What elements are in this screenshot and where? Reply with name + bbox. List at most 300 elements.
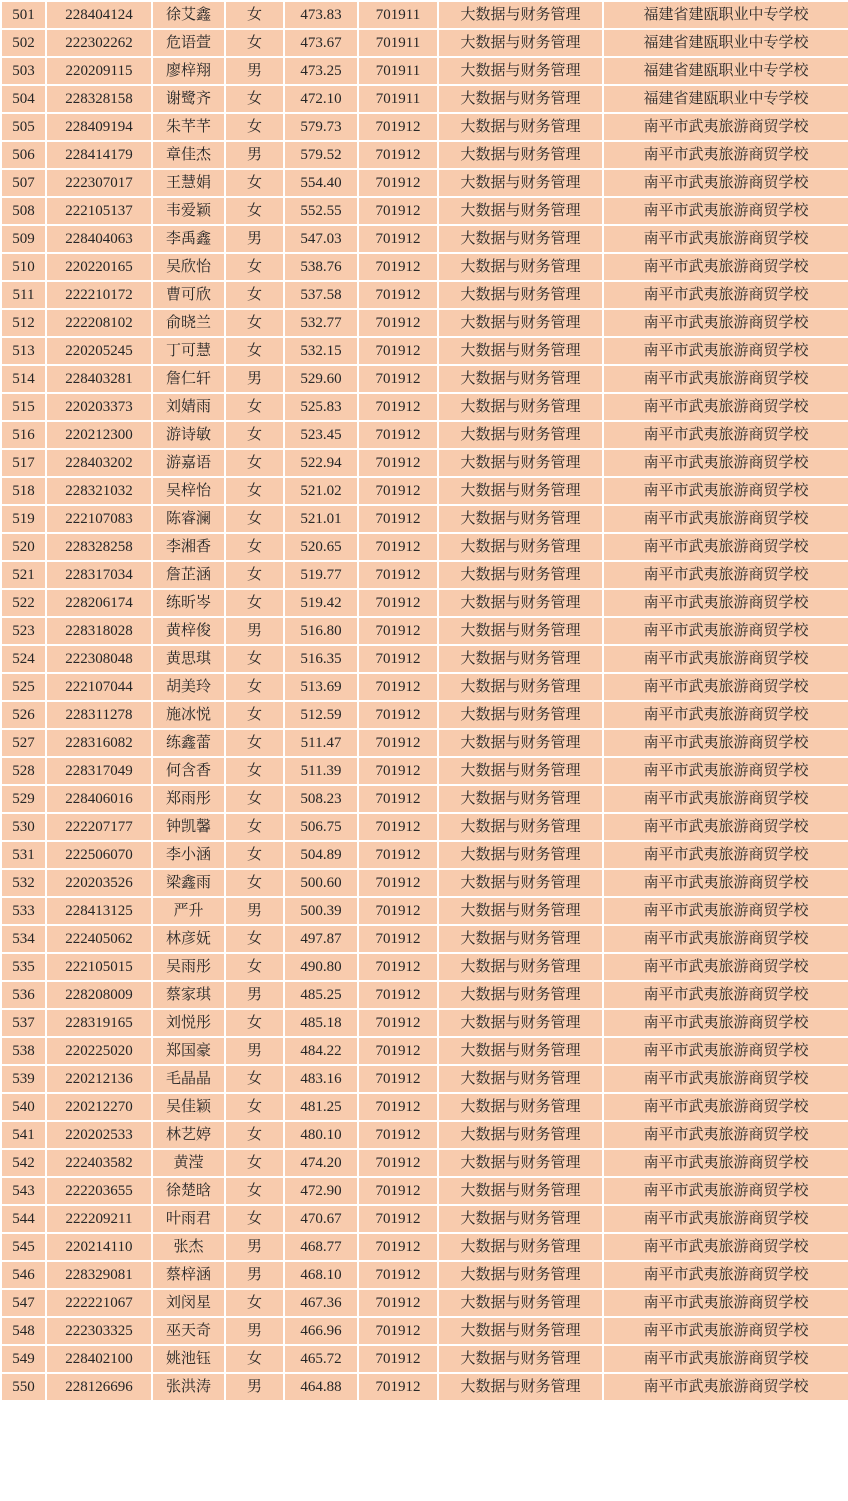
cell-name[interactable]: 郑国豪 — [152, 1037, 225, 1065]
cell-gender[interactable]: 女 — [225, 533, 284, 561]
cell-major[interactable]: 大数据与财务管理 — [438, 281, 603, 309]
cell-school[interactable]: 南平市武夷旅游商贸学校 — [603, 141, 848, 169]
cell-rank[interactable]: 523 — [1, 617, 46, 645]
cell-rank[interactable]: 515 — [1, 393, 46, 421]
cell-code[interactable]: 701912 — [358, 505, 438, 533]
cell-id[interactable]: 228208009 — [46, 981, 152, 1009]
cell-major[interactable]: 大数据与财务管理 — [438, 1289, 603, 1317]
cell-major[interactable]: 大数据与财务管理 — [438, 897, 603, 925]
cell-code[interactable]: 701912 — [358, 925, 438, 953]
cell-code[interactable]: 701912 — [358, 1121, 438, 1149]
cell-score[interactable]: 554.40 — [284, 169, 358, 197]
cell-name[interactable]: 何含香 — [152, 757, 225, 785]
cell-name[interactable]: 巫天奇 — [152, 1317, 225, 1345]
cell-code[interactable]: 701912 — [358, 785, 438, 813]
cell-score[interactable]: 483.16 — [284, 1065, 358, 1093]
cell-id[interactable]: 220214110 — [46, 1233, 152, 1261]
cell-name[interactable]: 吴佳颖 — [152, 1093, 225, 1121]
cell-code[interactable]: 701912 — [358, 113, 438, 141]
cell-score[interactable]: 529.60 — [284, 365, 358, 393]
cell-gender[interactable]: 女 — [225, 813, 284, 841]
cell-name[interactable]: 练昕岑 — [152, 589, 225, 617]
cell-major[interactable]: 大数据与财务管理 — [438, 757, 603, 785]
cell-gender[interactable]: 女 — [225, 281, 284, 309]
cell-id[interactable]: 220205245 — [46, 337, 152, 365]
cell-id[interactable]: 222308048 — [46, 645, 152, 673]
cell-gender[interactable]: 女 — [225, 449, 284, 477]
cell-school[interactable]: 南平市武夷旅游商贸学校 — [603, 421, 848, 449]
cell-code[interactable]: 701912 — [358, 561, 438, 589]
cell-school[interactable]: 南平市武夷旅游商贸学校 — [603, 757, 848, 785]
cell-score[interactable]: 521.02 — [284, 477, 358, 505]
cell-rank[interactable]: 501 — [1, 1, 46, 29]
cell-gender[interactable]: 女 — [225, 505, 284, 533]
cell-major[interactable]: 大数据与财务管理 — [438, 113, 603, 141]
cell-major[interactable]: 大数据与财务管理 — [438, 673, 603, 701]
cell-id[interactable]: 228409194 — [46, 113, 152, 141]
cell-school[interactable]: 福建省建瓯职业中专学校 — [603, 29, 848, 57]
cell-rank[interactable]: 545 — [1, 1233, 46, 1261]
cell-major[interactable]: 大数据与财务管理 — [438, 29, 603, 57]
cell-rank[interactable]: 550 — [1, 1373, 46, 1401]
cell-score[interactable]: 538.76 — [284, 253, 358, 281]
cell-gender[interactable]: 女 — [225, 953, 284, 981]
cell-gender[interactable]: 女 — [225, 1345, 284, 1373]
cell-school[interactable]: 南平市武夷旅游商贸学校 — [603, 225, 848, 253]
cell-rank[interactable]: 539 — [1, 1065, 46, 1093]
cell-school[interactable]: 南平市武夷旅游商贸学校 — [603, 533, 848, 561]
cell-id[interactable]: 220212270 — [46, 1093, 152, 1121]
cell-rank[interactable]: 511 — [1, 281, 46, 309]
cell-name[interactable]: 陈睿澜 — [152, 505, 225, 533]
cell-name[interactable]: 詹仁轩 — [152, 365, 225, 393]
cell-school[interactable]: 南平市武夷旅游商贸学校 — [603, 505, 848, 533]
cell-school[interactable]: 南平市武夷旅游商贸学校 — [603, 1093, 848, 1121]
cell-school[interactable]: 南平市武夷旅游商贸学校 — [603, 337, 848, 365]
cell-code[interactable]: 701912 — [358, 897, 438, 925]
cell-school[interactable]: 南平市武夷旅游商贸学校 — [603, 1009, 848, 1037]
cell-name[interactable]: 姚池钰 — [152, 1345, 225, 1373]
cell-score[interactable]: 519.42 — [284, 589, 358, 617]
cell-major[interactable]: 大数据与财务管理 — [438, 337, 603, 365]
cell-school[interactable]: 南平市武夷旅游商贸学校 — [603, 1037, 848, 1065]
cell-code[interactable]: 701912 — [358, 813, 438, 841]
cell-major[interactable]: 大数据与财务管理 — [438, 1065, 603, 1093]
cell-code[interactable]: 701912 — [358, 673, 438, 701]
cell-id[interactable]: 228319165 — [46, 1009, 152, 1037]
cell-rank[interactable]: 524 — [1, 645, 46, 673]
cell-major[interactable]: 大数据与财务管理 — [438, 365, 603, 393]
cell-score[interactable]: 480.10 — [284, 1121, 358, 1149]
cell-code[interactable]: 701912 — [358, 701, 438, 729]
cell-score[interactable]: 519.77 — [284, 561, 358, 589]
cell-gender[interactable]: 男 — [225, 1261, 284, 1289]
cell-name[interactable]: 徐楚晗 — [152, 1177, 225, 1205]
cell-school[interactable]: 南平市武夷旅游商贸学校 — [603, 113, 848, 141]
cell-name[interactable]: 黄梓俊 — [152, 617, 225, 645]
cell-school[interactable]: 南平市武夷旅游商贸学校 — [603, 1233, 848, 1261]
cell-rank[interactable]: 510 — [1, 253, 46, 281]
cell-id[interactable]: 228329081 — [46, 1261, 152, 1289]
cell-rank[interactable]: 509 — [1, 225, 46, 253]
cell-gender[interactable]: 男 — [225, 1233, 284, 1261]
cell-code[interactable]: 701911 — [358, 57, 438, 85]
cell-name[interactable]: 张洪涛 — [152, 1373, 225, 1401]
cell-name[interactable]: 李禹鑫 — [152, 225, 225, 253]
cell-school[interactable]: 南平市武夷旅游商贸学校 — [603, 1261, 848, 1289]
cell-name[interactable]: 毛晶晶 — [152, 1065, 225, 1093]
cell-code[interactable]: 701912 — [358, 449, 438, 477]
cell-major[interactable]: 大数据与财务管理 — [438, 1009, 603, 1037]
cell-name[interactable]: 练鑫蕾 — [152, 729, 225, 757]
cell-name[interactable]: 张杰 — [152, 1233, 225, 1261]
cell-school[interactable]: 南平市武夷旅游商贸学校 — [603, 617, 848, 645]
cell-name[interactable]: 黄思琪 — [152, 645, 225, 673]
cell-id[interactable]: 228311278 — [46, 701, 152, 729]
cell-score[interactable]: 532.15 — [284, 337, 358, 365]
cell-rank[interactable]: 506 — [1, 141, 46, 169]
cell-school[interactable]: 南平市武夷旅游商贸学校 — [603, 841, 848, 869]
cell-code[interactable]: 701912 — [358, 1093, 438, 1121]
cell-rank[interactable]: 547 — [1, 1289, 46, 1317]
cell-rank[interactable]: 528 — [1, 757, 46, 785]
cell-name[interactable]: 胡美玲 — [152, 673, 225, 701]
cell-major[interactable]: 大数据与财务管理 — [438, 589, 603, 617]
cell-major[interactable]: 大数据与财务管理 — [438, 1121, 603, 1149]
cell-id[interactable]: 228126696 — [46, 1373, 152, 1401]
cell-school[interactable]: 南平市武夷旅游商贸学校 — [603, 813, 848, 841]
cell-major[interactable]: 大数据与财务管理 — [438, 869, 603, 897]
cell-score[interactable]: 504.89 — [284, 841, 358, 869]
cell-major[interactable]: 大数据与财务管理 — [438, 841, 603, 869]
cell-gender[interactable]: 女 — [225, 1065, 284, 1093]
cell-name[interactable]: 刘婧雨 — [152, 393, 225, 421]
cell-id[interactable]: 222107044 — [46, 673, 152, 701]
cell-score[interactable]: 520.65 — [284, 533, 358, 561]
cell-score[interactable]: 511.47 — [284, 729, 358, 757]
cell-score[interactable]: 497.87 — [284, 925, 358, 953]
cell-code[interactable]: 701912 — [358, 1065, 438, 1093]
cell-code[interactable]: 701912 — [358, 337, 438, 365]
cell-gender[interactable]: 女 — [225, 1149, 284, 1177]
cell-id[interactable]: 220225020 — [46, 1037, 152, 1065]
cell-school[interactable]: 南平市武夷旅游商贸学校 — [603, 561, 848, 589]
cell-school[interactable]: 南平市武夷旅游商贸学校 — [603, 701, 848, 729]
cell-school[interactable]: 南平市武夷旅游商贸学校 — [603, 981, 848, 1009]
cell-gender[interactable]: 女 — [225, 841, 284, 869]
cell-gender[interactable]: 女 — [225, 113, 284, 141]
cell-score[interactable]: 532.77 — [284, 309, 358, 337]
cell-name[interactable]: 游诗敏 — [152, 421, 225, 449]
cell-school[interactable]: 南平市武夷旅游商贸学校 — [603, 953, 848, 981]
cell-school[interactable]: 南平市武夷旅游商贸学校 — [603, 1205, 848, 1233]
cell-rank[interactable]: 525 — [1, 673, 46, 701]
cell-score[interactable]: 485.25 — [284, 981, 358, 1009]
cell-name[interactable]: 钟凯馨 — [152, 813, 225, 841]
cell-gender[interactable]: 女 — [225, 477, 284, 505]
cell-code[interactable]: 701911 — [358, 85, 438, 113]
cell-gender[interactable]: 女 — [225, 1121, 284, 1149]
cell-name[interactable]: 李小涵 — [152, 841, 225, 869]
cell-major[interactable]: 大数据与财务管理 — [438, 953, 603, 981]
cell-gender[interactable]: 女 — [225, 757, 284, 785]
cell-major[interactable]: 大数据与财务管理 — [438, 393, 603, 421]
cell-major[interactable]: 大数据与财务管理 — [438, 225, 603, 253]
cell-gender[interactable]: 女 — [225, 85, 284, 113]
cell-rank[interactable]: 513 — [1, 337, 46, 365]
cell-id[interactable]: 228321032 — [46, 477, 152, 505]
cell-code[interactable]: 701912 — [358, 1009, 438, 1037]
cell-score[interactable]: 468.77 — [284, 1233, 358, 1261]
cell-score[interactable]: 506.75 — [284, 813, 358, 841]
cell-major[interactable]: 大数据与财务管理 — [438, 701, 603, 729]
cell-id[interactable]: 228317034 — [46, 561, 152, 589]
cell-score[interactable]: 552.55 — [284, 197, 358, 225]
cell-id[interactable]: 228414179 — [46, 141, 152, 169]
cell-score[interactable]: 513.69 — [284, 673, 358, 701]
cell-major[interactable]: 大数据与财务管理 — [438, 1261, 603, 1289]
cell-rank[interactable]: 504 — [1, 85, 46, 113]
cell-score[interactable]: 473.67 — [284, 29, 358, 57]
cell-major[interactable]: 大数据与财务管理 — [438, 1373, 603, 1401]
cell-id[interactable]: 228404124 — [46, 1, 152, 29]
cell-school[interactable]: 南平市武夷旅游商贸学校 — [603, 477, 848, 505]
cell-id[interactable]: 222207177 — [46, 813, 152, 841]
cell-gender[interactable]: 男 — [225, 1037, 284, 1065]
cell-major[interactable]: 大数据与财务管理 — [438, 561, 603, 589]
cell-rank[interactable]: 543 — [1, 1177, 46, 1205]
cell-school[interactable]: 南平市武夷旅游商贸学校 — [603, 925, 848, 953]
cell-name[interactable]: 郑雨彤 — [152, 785, 225, 813]
cell-name[interactable]: 曹可欣 — [152, 281, 225, 309]
cell-rank[interactable]: 529 — [1, 785, 46, 813]
cell-gender[interactable]: 女 — [225, 925, 284, 953]
cell-name[interactable]: 詹芷涵 — [152, 561, 225, 589]
cell-name[interactable]: 谢鹭齐 — [152, 85, 225, 113]
cell-rank[interactable]: 540 — [1, 1093, 46, 1121]
cell-code[interactable]: 701912 — [358, 309, 438, 337]
cell-gender[interactable]: 男 — [225, 225, 284, 253]
cell-rank[interactable]: 526 — [1, 701, 46, 729]
cell-name[interactable]: 刘悦彤 — [152, 1009, 225, 1037]
cell-rank[interactable]: 507 — [1, 169, 46, 197]
cell-code[interactable]: 701912 — [358, 1149, 438, 1177]
cell-gender[interactable]: 女 — [225, 253, 284, 281]
cell-id[interactable]: 222506070 — [46, 841, 152, 869]
cell-score[interactable]: 508.23 — [284, 785, 358, 813]
cell-score[interactable]: 464.88 — [284, 1373, 358, 1401]
cell-score[interactable]: 468.10 — [284, 1261, 358, 1289]
cell-id[interactable]: 222210172 — [46, 281, 152, 309]
cell-major[interactable]: 大数据与财务管理 — [438, 141, 603, 169]
cell-gender[interactable]: 男 — [225, 141, 284, 169]
cell-rank[interactable]: 508 — [1, 197, 46, 225]
cell-code[interactable]: 701912 — [358, 393, 438, 421]
cell-score[interactable]: 467.36 — [284, 1289, 358, 1317]
cell-code[interactable]: 701912 — [358, 589, 438, 617]
cell-rank[interactable]: 518 — [1, 477, 46, 505]
cell-gender[interactable]: 女 — [225, 673, 284, 701]
cell-score[interactable]: 512.59 — [284, 701, 358, 729]
cell-score[interactable]: 490.80 — [284, 953, 358, 981]
cell-major[interactable]: 大数据与财务管理 — [438, 1205, 603, 1233]
cell-id[interactable]: 222105137 — [46, 197, 152, 225]
cell-name[interactable]: 叶雨君 — [152, 1205, 225, 1233]
cell-school[interactable]: 南平市武夷旅游商贸学校 — [603, 729, 848, 757]
cell-score[interactable]: 474.20 — [284, 1149, 358, 1177]
cell-id[interactable]: 220203526 — [46, 869, 152, 897]
cell-id[interactable]: 228402100 — [46, 1345, 152, 1373]
cell-id[interactable]: 222403582 — [46, 1149, 152, 1177]
cell-gender[interactable]: 女 — [225, 1093, 284, 1121]
cell-code[interactable]: 701912 — [358, 1261, 438, 1289]
cell-name[interactable]: 韦爱颖 — [152, 197, 225, 225]
cell-school[interactable]: 福建省建瓯职业中专学校 — [603, 1, 848, 29]
cell-code[interactable]: 701912 — [358, 1345, 438, 1373]
cell-major[interactable]: 大数据与财务管理 — [438, 197, 603, 225]
cell-rank[interactable]: 519 — [1, 505, 46, 533]
cell-rank[interactable]: 541 — [1, 1121, 46, 1149]
cell-rank[interactable]: 527 — [1, 729, 46, 757]
cell-major[interactable]: 大数据与财务管理 — [438, 253, 603, 281]
cell-code[interactable]: 701912 — [358, 645, 438, 673]
cell-gender[interactable]: 女 — [225, 589, 284, 617]
cell-score[interactable]: 484.22 — [284, 1037, 358, 1065]
cell-score[interactable]: 473.83 — [284, 1, 358, 29]
cell-gender[interactable]: 男 — [225, 617, 284, 645]
cell-rank[interactable]: 503 — [1, 57, 46, 85]
cell-score[interactable]: 470.67 — [284, 1205, 358, 1233]
cell-score[interactable]: 579.73 — [284, 113, 358, 141]
cell-major[interactable]: 大数据与财务管理 — [438, 981, 603, 1009]
cell-rank[interactable]: 532 — [1, 869, 46, 897]
cell-school[interactable]: 福建省建瓯职业中专学校 — [603, 85, 848, 113]
cell-gender[interactable]: 男 — [225, 981, 284, 1009]
cell-id[interactable]: 220202533 — [46, 1121, 152, 1149]
cell-score[interactable]: 481.25 — [284, 1093, 358, 1121]
cell-id[interactable]: 222203655 — [46, 1177, 152, 1205]
cell-rank[interactable]: 502 — [1, 29, 46, 57]
cell-score[interactable]: 500.60 — [284, 869, 358, 897]
cell-id[interactable]: 228206174 — [46, 589, 152, 617]
cell-gender[interactable]: 女 — [225, 1, 284, 29]
cell-gender[interactable]: 女 — [225, 421, 284, 449]
cell-school[interactable]: 南平市武夷旅游商贸学校 — [603, 309, 848, 337]
cell-code[interactable]: 701911 — [358, 1, 438, 29]
cell-gender[interactable]: 女 — [225, 869, 284, 897]
cell-gender[interactable]: 男 — [225, 57, 284, 85]
cell-code[interactable]: 701912 — [358, 1289, 438, 1317]
cell-id[interactable]: 228316082 — [46, 729, 152, 757]
cell-score[interactable]: 473.25 — [284, 57, 358, 85]
cell-id[interactable]: 222302262 — [46, 29, 152, 57]
cell-rank[interactable]: 533 — [1, 897, 46, 925]
cell-rank[interactable]: 512 — [1, 309, 46, 337]
cell-name[interactable]: 吴欣怡 — [152, 253, 225, 281]
cell-code[interactable]: 701912 — [358, 953, 438, 981]
cell-gender[interactable]: 女 — [225, 729, 284, 757]
cell-code[interactable]: 701912 — [358, 477, 438, 505]
cell-name[interactable]: 梁鑫雨 — [152, 869, 225, 897]
cell-id[interactable]: 222208102 — [46, 309, 152, 337]
cell-score[interactable]: 472.90 — [284, 1177, 358, 1205]
cell-code[interactable]: 701912 — [358, 841, 438, 869]
cell-score[interactable]: 472.10 — [284, 85, 358, 113]
cell-code[interactable]: 701912 — [358, 1233, 438, 1261]
cell-score[interactable]: 521.01 — [284, 505, 358, 533]
cell-school[interactable]: 南平市武夷旅游商贸学校 — [603, 1317, 848, 1345]
cell-rank[interactable]: 546 — [1, 1261, 46, 1289]
cell-rank[interactable]: 549 — [1, 1345, 46, 1373]
cell-school[interactable]: 南平市武夷旅游商贸学校 — [603, 897, 848, 925]
cell-gender[interactable]: 女 — [225, 29, 284, 57]
cell-score[interactable]: 465.72 — [284, 1345, 358, 1373]
cell-major[interactable]: 大数据与财务管理 — [438, 449, 603, 477]
cell-rank[interactable]: 537 — [1, 1009, 46, 1037]
cell-major[interactable]: 大数据与财务管理 — [438, 1233, 603, 1261]
cell-score[interactable]: 537.58 — [284, 281, 358, 309]
cell-name[interactable]: 李湘香 — [152, 533, 225, 561]
cell-code[interactable]: 701912 — [358, 533, 438, 561]
cell-name[interactable]: 黄滢 — [152, 1149, 225, 1177]
cell-id[interactable]: 228328158 — [46, 85, 152, 113]
cell-name[interactable]: 林艺婷 — [152, 1121, 225, 1149]
cell-id[interactable]: 228403202 — [46, 449, 152, 477]
cell-major[interactable]: 大数据与财务管理 — [438, 477, 603, 505]
cell-major[interactable]: 大数据与财务管理 — [438, 617, 603, 645]
cell-id[interactable]: 220220165 — [46, 253, 152, 281]
cell-rank[interactable]: 521 — [1, 561, 46, 589]
cell-gender[interactable]: 男 — [225, 1373, 284, 1401]
cell-gender[interactable]: 女 — [225, 309, 284, 337]
cell-gender[interactable]: 女 — [225, 785, 284, 813]
cell-code[interactable]: 701912 — [358, 197, 438, 225]
cell-school[interactable]: 南平市武夷旅游商贸学校 — [603, 1149, 848, 1177]
cell-score[interactable]: 500.39 — [284, 897, 358, 925]
cell-major[interactable]: 大数据与财务管理 — [438, 1345, 603, 1373]
cell-rank[interactable]: 531 — [1, 841, 46, 869]
cell-major[interactable]: 大数据与财务管理 — [438, 1, 603, 29]
cell-rank[interactable]: 544 — [1, 1205, 46, 1233]
cell-id[interactable]: 222209211 — [46, 1205, 152, 1233]
cell-school[interactable]: 南平市武夷旅游商贸学校 — [603, 1373, 848, 1401]
cell-school[interactable]: 南平市武夷旅游商贸学校 — [603, 1177, 848, 1205]
cell-id[interactable]: 222221067 — [46, 1289, 152, 1317]
cell-rank[interactable]: 514 — [1, 365, 46, 393]
cell-rank[interactable]: 505 — [1, 113, 46, 141]
cell-rank[interactable]: 522 — [1, 589, 46, 617]
cell-school[interactable]: 南平市武夷旅游商贸学校 — [603, 253, 848, 281]
cell-school[interactable]: 南平市武夷旅游商贸学校 — [603, 365, 848, 393]
cell-name[interactable]: 施冰悦 — [152, 701, 225, 729]
cell-id[interactable]: 228317049 — [46, 757, 152, 785]
cell-school[interactable]: 南平市武夷旅游商贸学校 — [603, 673, 848, 701]
cell-code[interactable]: 701912 — [358, 225, 438, 253]
cell-id[interactable]: 222105015 — [46, 953, 152, 981]
cell-code[interactable]: 701912 — [358, 617, 438, 645]
cell-gender[interactable]: 女 — [225, 1289, 284, 1317]
cell-score[interactable]: 485.18 — [284, 1009, 358, 1037]
cell-rank[interactable]: 548 — [1, 1317, 46, 1345]
cell-rank[interactable]: 517 — [1, 449, 46, 477]
cell-rank[interactable]: 535 — [1, 953, 46, 981]
cell-code[interactable]: 701912 — [358, 169, 438, 197]
cell-school[interactable]: 南平市武夷旅游商贸学校 — [603, 589, 848, 617]
cell-school[interactable]: 南平市武夷旅游商贸学校 — [603, 869, 848, 897]
cell-major[interactable]: 大数据与财务管理 — [438, 1037, 603, 1065]
cell-id[interactable]: 228413125 — [46, 897, 152, 925]
cell-id[interactable]: 220212300 — [46, 421, 152, 449]
